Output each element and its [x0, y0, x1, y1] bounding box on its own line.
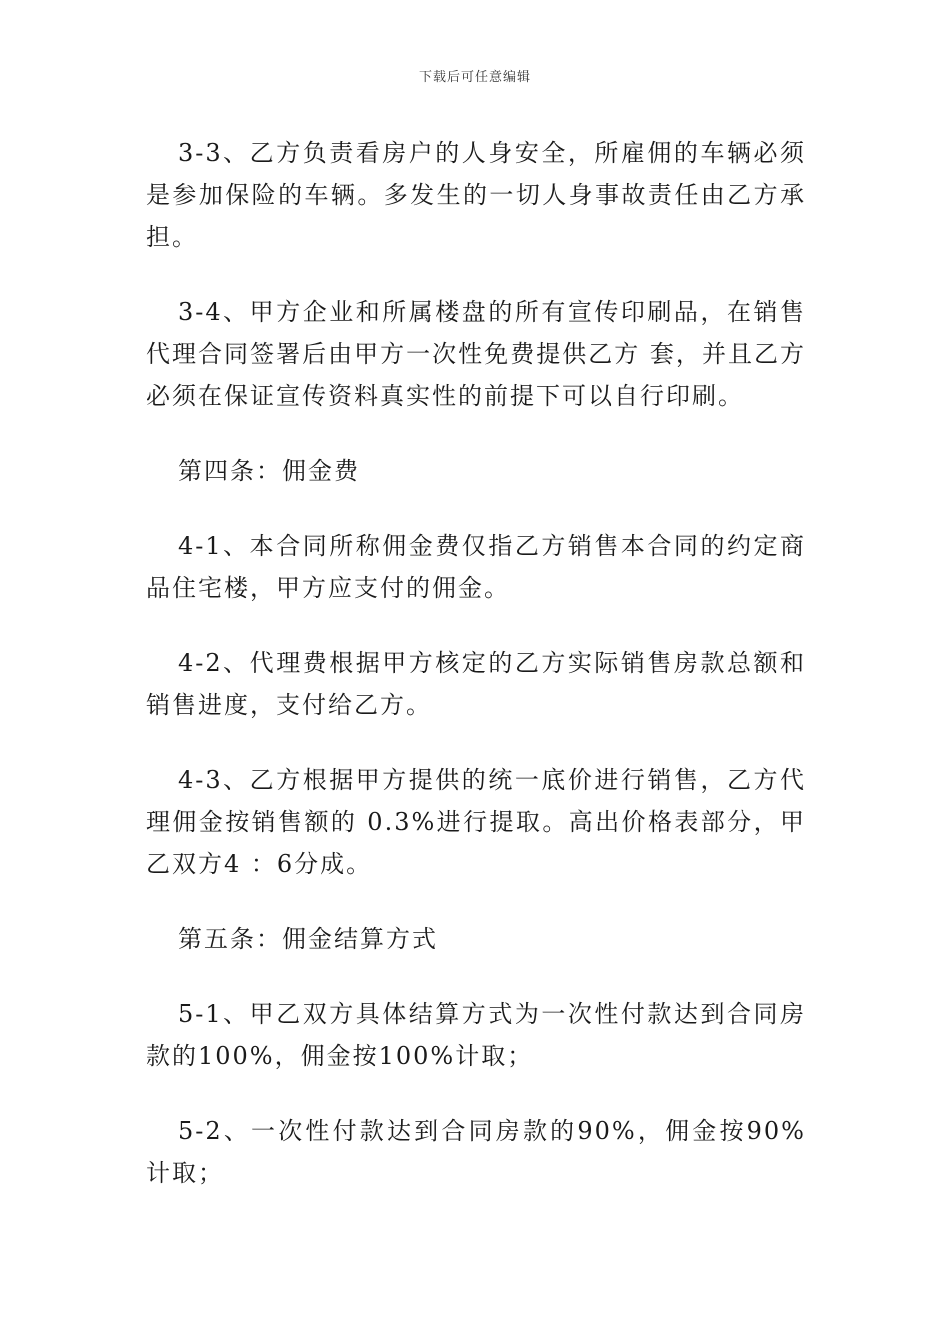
- page-header: 下载后可任意编辑: [418, 70, 531, 85]
- clause-4-1: 4-1、本合同所称佣金费仅指乙方销售本合同的约定商品住宅楼，甲方应支付的佣金。: [146, 532, 806, 602]
- clause-3-4: 3-4、甲方企业和所属楼盘的所有宣传印刷品，在销售代理合同签署后由甲方一次性免费提供乙方 套，并且乙方必须在保证宣传资料真实性的前提下可以自行印刷。: [146, 298, 806, 410]
- clause-3-3: 3-3、乙方负责看房户的人身安全，所雇佣的车辆必须是参加保险的车辆。多发生的一切人身事故责任由乙方承担。: [146, 139, 806, 251]
- clause-4-2: 4-2、代理费根据甲方核定的乙方实际销售房款总额和销售进度，支付给乙方。: [146, 649, 806, 719]
- article-5-heading: 第五条：佣金结算方式: [178, 925, 438, 953]
- clause-5-2: 5-2、一次性付款达到合同房款的90%，佣金按90%计取；: [146, 1117, 806, 1187]
- clause-4-3: 4-3、乙方根据甲方提供的统一底价进行销售，乙方代理佣金按销售额的 0.3%进行提取。高出价格表部分，甲乙双方4 ：6分成。: [146, 766, 806, 878]
- clause-5-1: 5-1、甲乙双方具体结算方式为一次性付款达到合同房款的100%，佣金按100%计取；: [146, 1000, 806, 1070]
- document-body: [146, 132, 806, 1227]
- article-4-heading: 第四条：佣金费: [178, 457, 360, 485]
